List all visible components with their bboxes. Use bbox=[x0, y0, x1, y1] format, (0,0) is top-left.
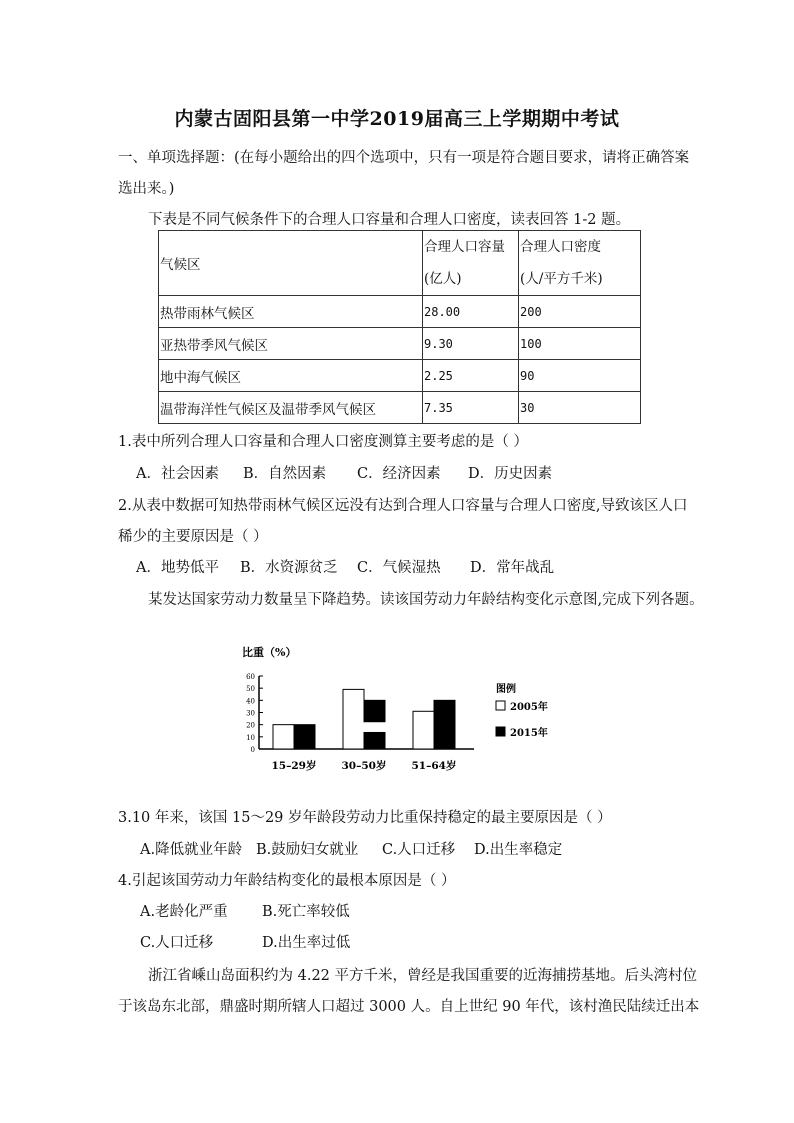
legend-swatch-2005 bbox=[496, 701, 505, 710]
cell-capacity: 2.25 bbox=[423, 360, 519, 392]
header-density bbox=[519, 231, 641, 296]
header-density-line1: 合理人口密度 bbox=[520, 239, 601, 255]
legend-swatch-2015 bbox=[496, 727, 505, 736]
bar bbox=[434, 700, 455, 749]
question-1-stem: 1.表中所列合理人口容量和合理人口密度测算主要考虑的是（ ） bbox=[118, 434, 528, 450]
q2-option-d: D．常年战乱 bbox=[470, 560, 555, 576]
bar bbox=[294, 725, 315, 749]
cell-region: 地中海气候区 bbox=[159, 360, 423, 392]
q2-option-c: C．气候湿热 bbox=[357, 560, 441, 576]
x-tick-label: 51–64岁 bbox=[411, 760, 457, 772]
q3-option-a: A.降低就业年龄 bbox=[140, 842, 243, 858]
header-region: 气候区 bbox=[159, 231, 423, 296]
q1-option-b: B．自然因素 bbox=[243, 466, 327, 482]
question-2-stem-line2: 稀少的主要原因是（ ） bbox=[118, 529, 268, 545]
section-heading-line2: 选出来。) bbox=[118, 181, 175, 197]
passage-line2: 于该岛东北部，鼎盛时期所辖人口超过 3000 人。自上世纪 90 年代，该村渔民陆续迁出本 bbox=[118, 999, 700, 1015]
q2-option-b: B．水资源贫乏 bbox=[240, 560, 338, 576]
cell-region: 温带海洋性气候区及温带季风气候区 bbox=[159, 392, 423, 424]
q3-option-c: C.人口迁移 bbox=[382, 842, 456, 858]
q1-option-d: D．历史因素 bbox=[468, 466, 553, 482]
climate-population-table bbox=[158, 230, 641, 424]
y-tick-label: 40 bbox=[246, 697, 255, 706]
q2-option-a: A．地势低平 bbox=[136, 560, 219, 576]
legend-title: 图例 bbox=[496, 684, 516, 695]
section-heading-line1: 一、单项选择题：(在每小题给出的四个选项中，只有一项是符合题目要求，请将正确答案 bbox=[118, 150, 690, 166]
chart-intro: 某发达国家劳动力数量呈下降趋势。读该国劳动力年龄结构变化示意图,完成下列各题。 bbox=[148, 592, 704, 608]
y-tick-label: 10 bbox=[246, 733, 255, 742]
y-tick-label: 30 bbox=[246, 709, 255, 718]
table-row bbox=[159, 392, 641, 424]
passage-line1: 浙江省嵊山岛面积约为 4.22 平方千米，曾经是我国重要的近海捕捞基地。后头湾村位 bbox=[148, 968, 698, 984]
q1-option-a: A．社会因素 bbox=[136, 466, 219, 482]
bar bbox=[343, 689, 364, 749]
question-2-stem-line1: 2.从表中数据可知热带雨林气候区远没有达到合理人口容量与合理人口密度,导致该区人口 bbox=[118, 498, 688, 514]
cell-region: 亚热带季风气候区 bbox=[159, 328, 423, 360]
cell-capacity: 28.00 bbox=[423, 296, 519, 328]
header-capacity-line2: (亿人) bbox=[424, 271, 462, 287]
table-header-row bbox=[159, 231, 641, 296]
question-4-stem: 4.引起该国劳动力年龄结构变化的最根本原因是（ ） bbox=[118, 873, 456, 889]
x-tick-label: 15–29岁 bbox=[271, 760, 317, 772]
page-title: 内蒙古固阳县第一中学2019届高三上学期期中考试 bbox=[174, 108, 620, 130]
labor-age-structure-chart bbox=[232, 640, 572, 780]
q4-option-a: A.老龄化严重 bbox=[140, 904, 228, 920]
y-tick-label: 0 bbox=[250, 746, 255, 754]
table-intro: 下表是不同气候条件下的合理人口容量和合理人口密度，读表回答 1-2 题。 bbox=[148, 212, 631, 228]
cell-capacity: 9.30 bbox=[423, 328, 519, 360]
header-capacity bbox=[423, 231, 519, 296]
cell-density: 90 bbox=[519, 360, 641, 392]
q3-option-b: B.鼓励妇女就业 bbox=[256, 842, 359, 858]
q4-option-d: D.出生率过低 bbox=[262, 935, 351, 951]
legend-label-2015: 2015年 bbox=[510, 728, 548, 739]
bar-break-gap bbox=[363, 722, 386, 732]
header-density-line2: (人/平方千米) bbox=[520, 271, 603, 287]
q1-option-c: C．经济因素 bbox=[357, 466, 441, 482]
cell-capacity: 7.35 bbox=[423, 392, 519, 424]
q3-option-d: D.出生率稳定 bbox=[474, 842, 563, 858]
header-capacity-line1: 合理人口容量 bbox=[424, 239, 505, 255]
question-3-stem: 3.10 年来，该国 15～29 岁年龄段劳动力比重保持稳定的最主要原因是（ ） bbox=[118, 810, 612, 826]
y-tick-label: 20 bbox=[246, 721, 255, 730]
y-tick-label: 60 bbox=[246, 673, 255, 681]
cell-density: 30 bbox=[519, 392, 641, 424]
bar bbox=[273, 725, 294, 749]
chart-y-label: 比重（%） bbox=[242, 646, 297, 659]
q4-option-b: B.死亡率较低 bbox=[262, 904, 350, 920]
q4-option-c: C.人口迁移 bbox=[140, 935, 214, 951]
bar bbox=[413, 711, 434, 749]
cell-region: 热带雨林气候区 bbox=[159, 296, 423, 328]
x-tick-label: 30–50岁 bbox=[341, 760, 387, 772]
table-row bbox=[159, 296, 641, 328]
cell-density: 200 bbox=[519, 296, 641, 328]
y-tick-label: 50 bbox=[246, 685, 255, 694]
legend-label-2005: 2005年 bbox=[510, 702, 548, 713]
table-row bbox=[159, 328, 641, 360]
cell-density: 100 bbox=[519, 328, 641, 360]
table-row bbox=[159, 360, 641, 392]
